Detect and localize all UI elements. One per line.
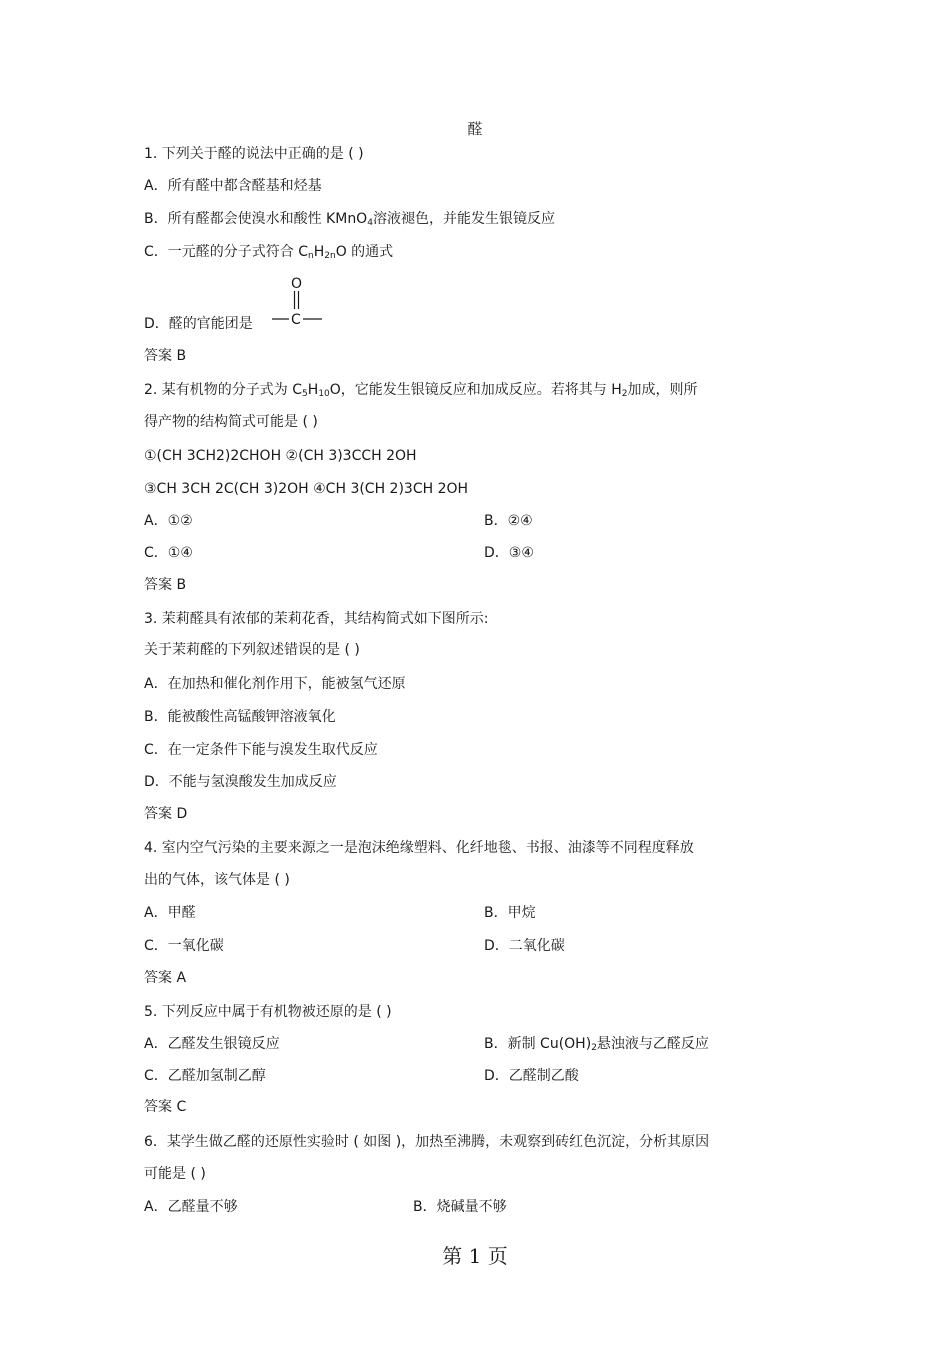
q2-answer: 答案 B [144, 577, 187, 593]
q2-formulas-1-2: ①(CH 3CH2)2CHOH ②(CH 3)3CCH 2OH [144, 448, 417, 464]
q4-answer: 答案 A [144, 970, 187, 986]
carbonyl-oxygen-label: O [291, 276, 303, 292]
q3-option-d: D．不能与氢溴酸发生加成反应 [144, 774, 337, 790]
q4-stem-cont: 出的气体，该气体是 ( ) [144, 872, 290, 888]
q2-stem-cont: 得产物的结构简式可能是 ( ) [144, 414, 318, 430]
q5-answer: 答案 C [144, 1099, 187, 1115]
q5-option-d: D．乙醛制乙酸 [484, 1068, 579, 1084]
q6-option-a: A．乙醛量不够 [144, 1199, 238, 1215]
q5-option-c: C．乙醛加氢制乙醇 [144, 1068, 266, 1084]
q4-option-a: A．甲醛 [144, 905, 196, 921]
page-number: 第 1 页 [442, 1244, 508, 1268]
q1-answer: 答案 B [144, 348, 187, 364]
q6-stem-cont: 可能是 ( ) [144, 1166, 206, 1182]
doc-title: 醛 [467, 120, 483, 138]
q2-option-b: B．②④ [484, 513, 533, 529]
q4-option-c: C．一氧化碳 [144, 938, 224, 954]
q2-option-d: D．③④ [484, 545, 534, 561]
q3-stem-cont: 关于茉莉醛的下列叙述错误的是 ( ) [144, 642, 360, 658]
q1-option-a: A．所有醛中都含醛基和烃基 [144, 178, 322, 194]
q3-stem: 3. 茉莉醛具有浓郁的茉莉花香，其结构简式如下图所示: [144, 611, 489, 627]
q1-option-d: D．醛的官能团是 [144, 316, 253, 332]
q4-option-d: D．二氧化碳 [484, 938, 565, 954]
q5-stem: 5. 下列反应中属于有机物被还原的是 ( ) [144, 1004, 392, 1020]
q2-formulas-3-4: ③CH 3CH 2C(CH 3)2OH ④CH 3(CH 2)3CH 2OH [144, 481, 469, 497]
q4-option-b: B．甲烷 [484, 905, 536, 921]
carbonyl-group-structure [268, 274, 328, 330]
q3-option-b: B．能被酸性高锰酸钾溶液氧化 [144, 709, 336, 725]
q6-stem: 6．某学生做乙醛的还原性实验时 ( 如图 )，加热至沸腾，未观察到砖红色沉淀，分析其原因 [144, 1134, 710, 1150]
q2-option-c: C．①④ [144, 545, 193, 561]
q1-stem: 1. 下列关于醛的说法中正确的是 ( ) [144, 146, 364, 162]
q1-option-c: C．一元醛的分子式符合 $C_nH_{2n}O$ 的通式 [144, 244, 394, 261]
q3-option-a: A．在加热和催化剂作用下，能被氢气还原 [144, 676, 406, 692]
carbonyl-carbon-label: C [291, 312, 301, 328]
q6-option-b: B．烧碱量不够 [413, 1199, 507, 1215]
q5-option-b: B．新制 $Cu(OH)_2$悬浊液与乙醛反应 [484, 1036, 709, 1053]
q2-stem: 2. 某有机物的分子式为 $C_5H_{10}O$，它能发生银镜反应和加成反应。若将其与 $H_2$加成，则所 [144, 382, 698, 399]
q4-stem: 4. 室内空气污染的主要来源之一是泡沫绝缘塑料、化纤地毯、书报、油漆等不同程度释放 [144, 840, 694, 856]
q5-option-a: A．乙醛发生银镜反应 [144, 1036, 280, 1052]
q3-option-c: C．在一定条件下能与溴发生取代反应 [144, 742, 378, 758]
q3-answer: 答案 D [144, 806, 188, 822]
q2-option-a: A．①② [144, 513, 193, 529]
q1-option-b: B．所有醛都会使溴水和酸性 KMnO$_4$溶液褪色，并能发生银镜反应 [144, 211, 555, 228]
